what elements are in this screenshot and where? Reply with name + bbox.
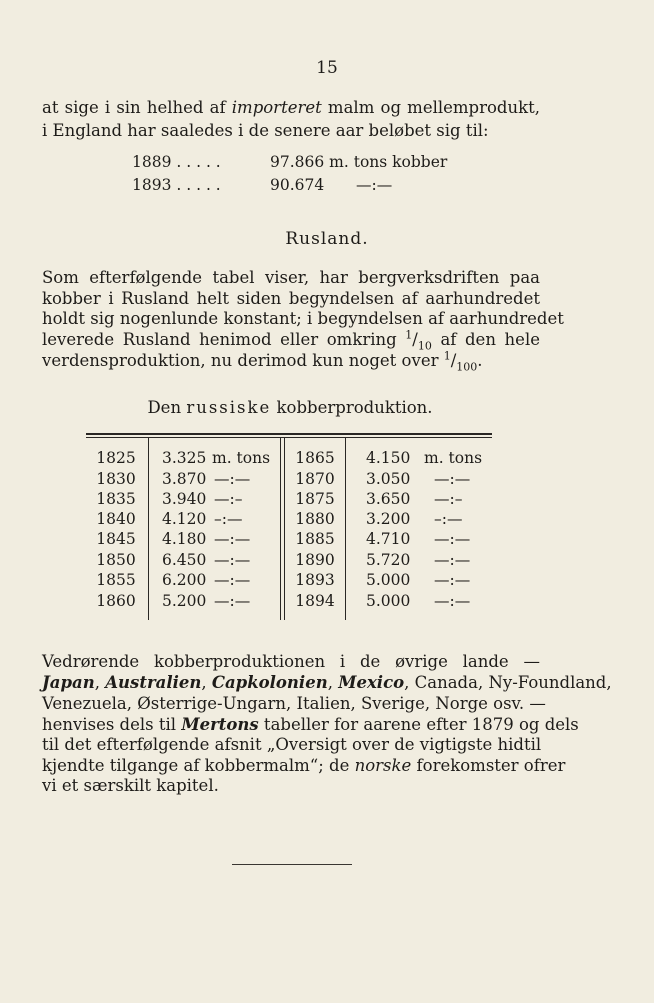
table-row-right-unit: —:— xyxy=(434,551,471,569)
para1-line-2: kobber i Rusland helt siden begyndelsen af aarhundredet xyxy=(42,289,540,308)
table-row-left-year: 1855 xyxy=(96,571,136,589)
england-row-2-ditto: —:— xyxy=(356,176,393,194)
table-row-right-value: 4.710 xyxy=(366,530,411,548)
table-col-divider-2 xyxy=(280,438,281,620)
table-row-left-year: 1860 xyxy=(96,592,136,610)
table-row-left-year: 1840 xyxy=(96,510,136,528)
para2-line-7: vi et særskilt kapitel. xyxy=(42,776,219,795)
table-col-divider-1 xyxy=(148,438,149,620)
section-heading: Rusland. xyxy=(285,229,369,249)
table-row-right-year: 1890 xyxy=(295,551,335,569)
table-row-left-unit: —:— xyxy=(214,530,251,548)
table-row-left-value: 3.870 xyxy=(162,470,207,488)
para2-line-1: Vedrørende kobberproduktionen i de øvrige lande — xyxy=(42,652,540,671)
table-row-left-year: 1830 xyxy=(96,470,136,488)
table-row-left-unit: —:– xyxy=(214,490,243,508)
table-col-divider-4 xyxy=(345,438,346,620)
table-row-right-unit: —:– xyxy=(434,490,463,508)
table-row-right-unit: —:— xyxy=(434,530,471,548)
table-row-right-value: 3.050 xyxy=(366,470,411,488)
table-row-right-unit: m. tons xyxy=(424,449,483,467)
table-row-left-year: 1850 xyxy=(96,551,136,569)
intro-line-1: at sige i sin helhed af importeret malm og mellemprodukt, xyxy=(42,98,540,117)
table-row-right-unit: —:— xyxy=(434,470,471,488)
para2-line-4: henvises dels til Mertons tabeller for aarene efter 1879 og dels xyxy=(42,715,579,734)
table-row-left-unit: –:— xyxy=(214,510,243,528)
table-row-right-value: 5.000 xyxy=(366,592,411,610)
emphasis-importeret: importeret xyxy=(231,98,322,117)
table-row-right-unit: –:— xyxy=(434,510,463,528)
table-row-left-year: 1825 xyxy=(96,449,136,467)
table-row-right-value: 5.720 xyxy=(366,551,411,569)
england-row-2-value: 90.674 xyxy=(270,176,325,194)
para1-line-5: verdensproduktion, nu derimod kun noget over $^1/_{100}$. xyxy=(42,349,483,374)
para1-line-3: holdt sig nogenlunde konstant; i begyndelsen af aarhundredet xyxy=(42,309,564,328)
para1-line-4: leverede Rusland henimod eller omkring $^1/_{10}$ af den hele xyxy=(42,328,540,353)
table-row-left-value: 4.180 xyxy=(162,530,207,548)
page-number: 15 xyxy=(316,58,338,78)
england-row-1-value: 97.866 m. tons kobber xyxy=(270,153,448,171)
table-row-right-year: 1893 xyxy=(295,571,335,589)
table-row-left-value: 6.200 xyxy=(162,571,207,589)
table-row-right-year: 1885 xyxy=(295,530,335,548)
table-row-left-value: 6.450 xyxy=(162,551,207,569)
table-row-right-unit: —:— xyxy=(434,571,471,589)
table-row-right-unit: —:— xyxy=(434,592,471,610)
table-row-left-unit: —:— xyxy=(214,571,251,589)
england-row-2: 1893 . . . . . xyxy=(132,176,221,194)
intro-line-2: i England har saaledes i de senere aar beløbet sig til: xyxy=(42,121,489,140)
table-row-left-unit: m. tons xyxy=(212,449,271,467)
table-row-left-year: 1845 xyxy=(96,530,136,548)
table-row-right-year: 1870 xyxy=(295,470,335,488)
table-row-right-year: 1865 xyxy=(295,449,335,467)
table-row-right-value: 5.000 xyxy=(366,571,411,589)
para2-line-2: Japan, Australien, Capkolonien, Mexico, Canada, Ny-Foundland, xyxy=(42,673,612,692)
table-row-right-year: 1880 xyxy=(295,510,335,528)
table-row-left-unit: —:— xyxy=(214,592,251,610)
para2-line-5: til det efterfølgende afsnit „Oversigt over de vigtigste hidtil xyxy=(42,735,542,754)
table-row-left-value: 4.120 xyxy=(162,510,207,528)
table-row-left-unit: —:— xyxy=(214,551,251,569)
table-top-rule-thin xyxy=(86,437,492,438)
table-row-right-year: 1875 xyxy=(295,490,335,508)
table-top-rule-thick xyxy=(86,433,492,435)
table-row-right-value: 3.650 xyxy=(366,490,411,508)
table-row-right-value: 3.200 xyxy=(366,510,411,528)
table-row-left-value: 5.200 xyxy=(162,592,207,610)
table-row-left-year: 1835 xyxy=(96,490,136,508)
table-row-left-unit: —:— xyxy=(214,470,251,488)
table-title: Den russiske kobberproduktion. xyxy=(147,398,433,417)
para2-line-3: Venezuela, Østerrige-Ungarn, Italien, Sverige, Norge osv. — xyxy=(42,694,546,713)
england-row-1: 1889 . . . . . xyxy=(132,153,221,171)
para2-line-6: kjendte tilgange af kobbermalm“; de norske forekomster ofrer xyxy=(42,756,566,775)
table-row-left-value: 3.325 xyxy=(162,449,207,467)
footer-rule xyxy=(232,864,352,865)
table-row-right-year: 1894 xyxy=(295,592,335,610)
para1-line-1: Som efterfølgende tabel viser, har bergverksdriften paa xyxy=(42,268,540,287)
table-row-right-value: 4.150 xyxy=(366,449,411,467)
table-row-left-value: 3.940 xyxy=(162,490,207,508)
